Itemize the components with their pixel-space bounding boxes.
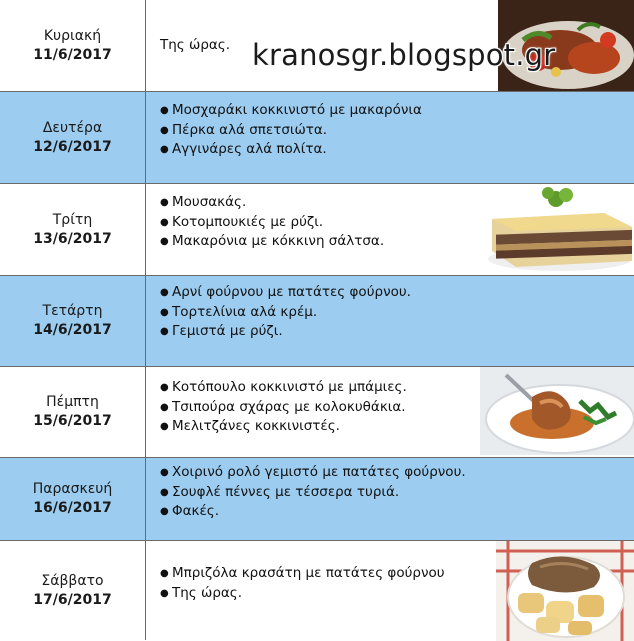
dish-item: ● Κοτόπουλο κοκκινιστό με μπάμιες. xyxy=(160,378,407,398)
dish-item: ● Γεμιστά με ρύζι. xyxy=(160,322,411,342)
day-name: Δευτέρα xyxy=(42,119,103,136)
day-date: 15/6/2017 xyxy=(33,413,112,429)
bullet-icon: ● xyxy=(160,587,169,599)
day-date: 14/6/2017 xyxy=(33,322,112,338)
dish-item: ● Της ώρας. xyxy=(160,584,445,604)
day-name: Παρασκευή xyxy=(32,481,113,497)
pork-chop-photo xyxy=(496,541,634,641)
bullet-icon: ● xyxy=(160,236,169,247)
day-cell xyxy=(0,541,146,640)
dish-item: ● Μελιτζάνες κοκκινιστές. xyxy=(160,417,407,437)
day-cell xyxy=(0,92,146,183)
dish-item: ● Αγγινάρες αλά πολίτα. xyxy=(160,140,422,160)
day-name: Τρίτη xyxy=(52,211,93,228)
day-date: 13/6/2017 xyxy=(33,230,112,247)
dish-list xyxy=(160,101,422,160)
menu-row-saturday xyxy=(0,540,634,640)
day-date: 16/6/2017 xyxy=(33,500,112,516)
dish-list xyxy=(160,36,230,56)
moussaka-photo xyxy=(486,185,634,273)
dish-list xyxy=(160,564,445,603)
day-cell xyxy=(0,458,146,540)
dish-item: ● Τσιπούρα σχάρας με κολοκυθάκια. xyxy=(160,398,407,418)
day-cell xyxy=(0,367,146,457)
day-cell xyxy=(0,0,146,91)
dish-item: ● Σουφλέ πέννες με τέσσερα τυριά. xyxy=(160,483,466,503)
bullet-icon: ● xyxy=(160,326,169,337)
dish-item: ● Φακές. xyxy=(160,502,466,522)
bullet-icon: ● xyxy=(160,287,169,298)
bullet-icon: ● xyxy=(160,306,169,318)
menu-row-thursday xyxy=(0,366,634,457)
bullet-icon: ● xyxy=(160,105,169,116)
day-date: 11/6/2017 xyxy=(33,46,112,63)
chicken-dish-photo xyxy=(480,367,634,455)
day-name: Πέμπτη xyxy=(46,394,99,410)
menu-row-friday xyxy=(0,457,634,540)
dish-item: ● Χοιρινό ρολό γεμιστό με πατάτες φούρνου. xyxy=(160,463,466,483)
dish-item: ● Μπριζόλα κρασάτη με πατάτες φούρνου xyxy=(160,564,445,584)
bullet-icon: ● xyxy=(160,382,169,393)
bullet-icon: ● xyxy=(160,197,169,208)
day-date: 12/6/2017 xyxy=(33,138,112,155)
bullet-icon: ● xyxy=(160,124,169,136)
day-name: Σάββατο xyxy=(41,572,104,589)
bullet-icon: ● xyxy=(160,486,169,498)
bullet-icon: ● xyxy=(160,506,169,517)
dish-item: ● Αρνί φούρνου με πατάτες φούρνου. xyxy=(160,283,411,303)
menu-row-tuesday xyxy=(0,183,634,275)
dish-item: ● Κοτομπουκιές με ρύζι. xyxy=(160,213,384,233)
dish-item: ● Μοσχαράκι κοκκινιστό με μακαρόνια xyxy=(160,101,422,121)
dish-item: ● Τορτελίνια αλά κρέμ. xyxy=(160,303,411,323)
dish-list xyxy=(160,283,411,342)
dish-item: ● Μακαρόνια με κόκκινη σάλτσα. xyxy=(160,232,384,252)
day-cell xyxy=(0,276,146,366)
blog-watermark: kranosgr.blogspot.gr xyxy=(252,38,556,72)
dish-item: ● Μουσακάς. xyxy=(160,193,384,213)
day-cell xyxy=(0,184,146,275)
bullet-icon: ● xyxy=(160,568,169,579)
day-date: 17/6/2017 xyxy=(33,591,112,608)
bullet-icon: ● xyxy=(160,401,169,413)
day-name: Τετάρτη xyxy=(42,303,103,319)
dish-list xyxy=(160,463,466,522)
bullet-icon: ● xyxy=(160,421,169,432)
menu-row-monday xyxy=(0,91,634,183)
day-name: Κυριακή xyxy=(43,27,102,44)
dish-list xyxy=(160,378,407,437)
dish-item: ● Πέρκα αλά σπετσιώτα. xyxy=(160,121,422,141)
bullet-icon: ● xyxy=(160,216,169,228)
menu-row-wednesday xyxy=(0,275,634,366)
dish-item: Της ώρας. xyxy=(160,37,231,53)
bullet-icon: ● xyxy=(160,467,169,478)
dish-list xyxy=(160,193,384,252)
bullet-icon: ● xyxy=(160,144,169,155)
